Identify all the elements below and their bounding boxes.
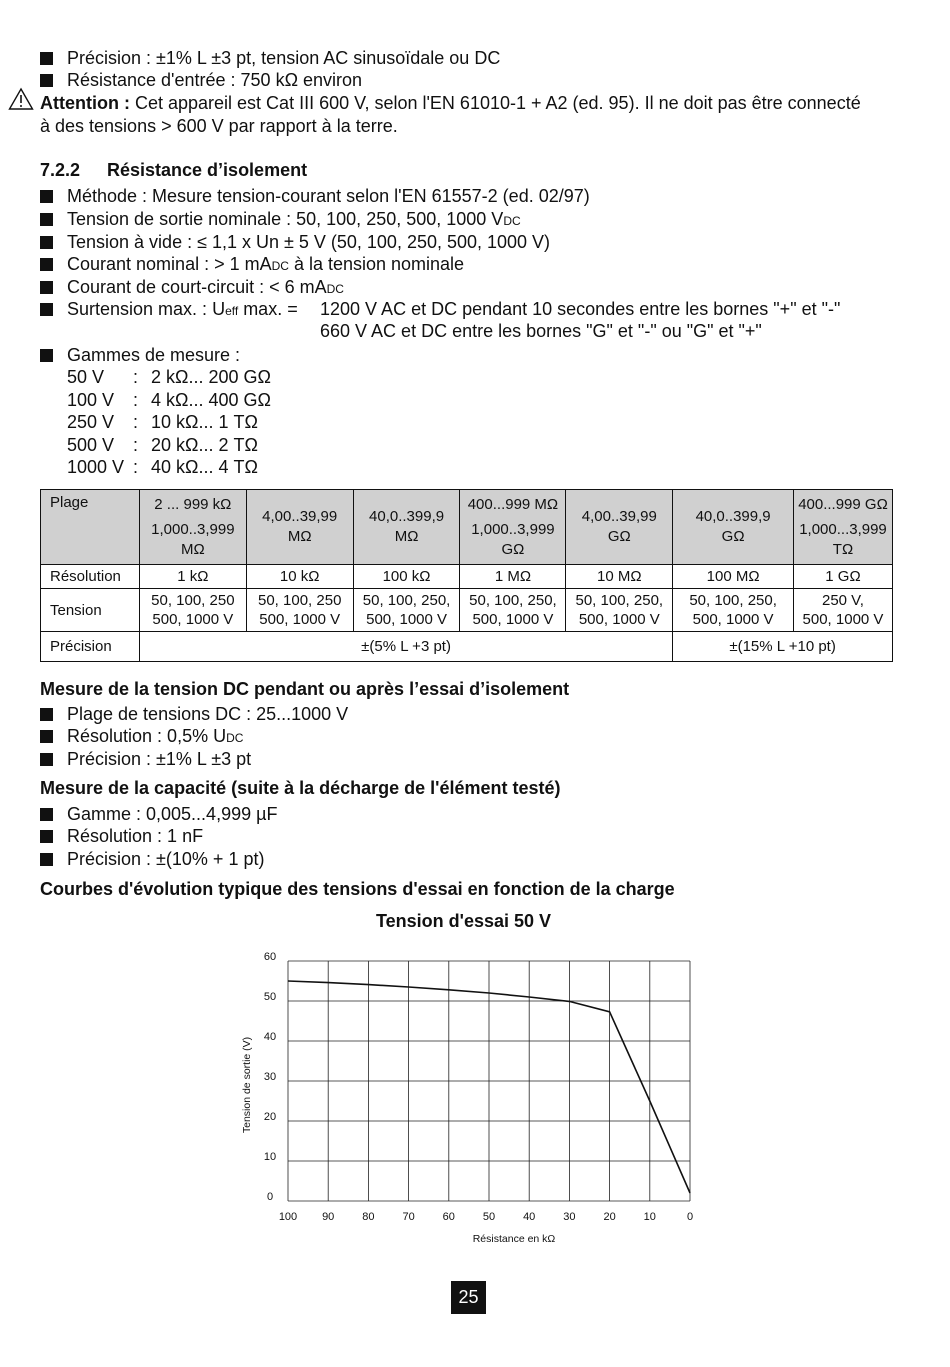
curves-title: Courbes d'évolution typique des tensions d'essai en fonction de la charge — [40, 879, 675, 899]
table-cell: 2 ... 999 kΩ 1,000..3,999 MΩ — [139, 490, 246, 565]
bullet-square — [40, 730, 53, 743]
y-axis-label: Tension de sortie (V) — [241, 1036, 253, 1134]
bullet-square — [40, 258, 53, 271]
chart-title: Tension d'essai 50 V — [376, 911, 552, 931]
x-tick-label: 80 — [362, 1211, 375, 1223]
x-tick-label: 20 — [603, 1211, 616, 1223]
table-cell: 40,0..399,9 GΩ — [673, 490, 794, 565]
bullet-nominal-current: Courant nominal : > 1 mADC à la tension nominale — [40, 253, 464, 277]
table-cell: 10 MΩ — [566, 565, 673, 589]
cap-section-title: Mesure de la capacité (suite à la décharge de l'élément testé) — [40, 778, 561, 798]
table-cell: 1 MΩ — [460, 565, 566, 589]
bullet-square — [40, 303, 53, 316]
bullet-dc-resolution: Résolution : 0,5% UDC — [40, 725, 243, 749]
bullet-cap-range: Gamme : 0,005...4,999 µF — [40, 803, 277, 825]
bullet-square — [40, 74, 53, 87]
bullet-cap-resolution: Résolution : 1 nF — [40, 825, 203, 847]
y-tick-label: 50 — [263, 991, 277, 1003]
bullet-open-voltage: Tension à vide : ≤ 1,1 x Un ± 5 V (50, 100, 250, 500, 1000 V) — [40, 231, 550, 253]
table-cell: 400...999 MΩ 1,000..3,999 GΩ — [460, 490, 566, 565]
y-tick-label: 0 — [266, 1191, 274, 1203]
row-label-precision: Précision — [41, 632, 140, 662]
row-label-tension: Tension — [41, 589, 140, 632]
bullet-output-voltage: Tension de sortie nominale : 50, 100, 250, 500, 1000 VDC — [40, 208, 521, 232]
bullet-short-circuit: Courant de court-circuit : < 6 mADC — [40, 276, 344, 300]
table-cell: 1 kΩ — [139, 565, 246, 589]
bullet-square — [40, 213, 53, 226]
bullet-dc-range: Plage de tensions DC : 25...1000 V — [40, 703, 348, 725]
table-cell: 1 GΩ — [793, 565, 892, 589]
warning-text-line2: à des tensions > 600 V par rapport à la terre. — [40, 116, 398, 136]
table-cell: 100 kΩ — [353, 565, 460, 589]
x-tick-label: 50 — [482, 1211, 496, 1223]
table-cell: ±(5% L +3 pt) — [139, 632, 672, 662]
table-cell: 50, 100, 250, 500, 1000 V — [566, 589, 673, 632]
x-tick-label: 60 — [442, 1211, 455, 1223]
table-cell: 50, 100, 250, 500, 1000 V — [460, 589, 566, 632]
x-tick-label: 0 — [686, 1211, 694, 1223]
bullet-methode: Méthode : Mesure tension-courant selon l'EN 61557-2 (ed. 02/97) — [40, 185, 590, 207]
bullet-square — [40, 52, 53, 65]
dc-section-title: Mesure de la tension DC pendant ou après l’essai d’isolement — [40, 679, 570, 699]
bullet-square — [40, 830, 53, 843]
table-cell: 250 V, 500, 1000 V — [793, 589, 892, 632]
bullet-square — [40, 753, 53, 766]
bullet-square — [40, 236, 53, 249]
bullet-dc-precision: Précision : ±1% L ±3 pt — [40, 748, 251, 770]
range-row: 250 V : 10 kΩ... 1 TΩ — [67, 412, 258, 432]
row-label-plage: Plage — [41, 490, 140, 565]
table-row-tension — [41, 589, 893, 632]
y-tick-label: 40 — [263, 1031, 277, 1043]
bullet-precision: Précision : ±1% L ±3 pt, tension AC sinusoïdale ou DC — [40, 47, 500, 69]
table-row-plage — [41, 490, 893, 565]
table-cell: 50, 100, 250, 500, 1000 V — [673, 589, 794, 632]
warning-text: Attention : Cet appareil est Cat III 600 V, selon l'EN 61010-1 + A2 (ed. 95). Il ne doit pas être connecté — [40, 93, 861, 113]
test-voltage-chart — [230, 940, 710, 1250]
table-cell: 50, 100, 250, 500, 1000 V — [353, 589, 460, 632]
row-label-resolution: Résolution — [41, 565, 140, 589]
x-tick-label: 30 — [563, 1211, 576, 1223]
range-row: 500 V : 20 kΩ... 2 TΩ — [67, 435, 258, 455]
overvoltage-line2: 660 V AC et DC entre les bornes "G" et "-" ou "G" et "+" — [320, 321, 762, 341]
bullet-input-resistance: Résistance d'entrée : 750 kΩ environ — [40, 69, 362, 91]
range-row: 50 V : 2 kΩ... 200 GΩ — [67, 367, 271, 387]
table-cell: 4,00..39,99 GΩ — [566, 490, 673, 565]
x-tick-label: 90 — [322, 1211, 335, 1223]
table-row-resolution — [41, 565, 893, 589]
y-tick-label: 60 — [263, 951, 277, 963]
warning-triangle-icon — [8, 87, 34, 111]
bullet-square — [40, 190, 53, 203]
x-tick-label: 10 — [643, 1211, 656, 1223]
overvoltage-line1: 1200 V AC et DC pendant 10 secondes entre les bornes "+" et "-" — [320, 299, 841, 319]
bullet-square — [40, 808, 53, 821]
table-cell: 100 MΩ — [673, 565, 794, 589]
x-axis-label: Résistance en kΩ — [472, 1233, 556, 1245]
bullet-square — [40, 349, 53, 362]
table-cell: 10 kΩ — [246, 565, 353, 589]
bullet-overvoltage: Surtension max. : Ueff max. = — [40, 298, 298, 322]
table-cell: 400...999 GΩ 1,000...3,999 TΩ — [793, 490, 892, 565]
range-row: 1000 V : 40 kΩ... 4 TΩ — [67, 457, 258, 477]
bullet-square — [40, 708, 53, 721]
table-cell: 4,00..39,99 MΩ — [246, 490, 353, 565]
table-cell: ±(15% L +10 pt) — [673, 632, 893, 662]
bullet-square — [40, 853, 53, 866]
table-cell: 40,0..399,9 MΩ — [353, 490, 460, 565]
table-cell: 50, 100, 250 500, 1000 V — [139, 589, 246, 632]
range-row: 100 V : 4 kΩ... 400 GΩ — [67, 390, 271, 410]
bullet-square — [40, 281, 53, 294]
x-tick-label: 100 — [278, 1211, 298, 1223]
x-tick-label: 70 — [402, 1211, 415, 1223]
y-tick-label: 10 — [263, 1151, 277, 1163]
page-number: 25 — [451, 1281, 486, 1314]
insulation-spec-table — [40, 489, 893, 662]
bullet-ranges: Gammes de mesure : — [40, 344, 240, 366]
bullet-cap-precision: Précision : ±(10% + 1 pt) — [40, 848, 264, 870]
y-tick-label: 30 — [263, 1071, 277, 1083]
y-tick-label: 20 — [263, 1111, 277, 1123]
section-heading: 7.2.2 Résistance d’isolement — [40, 160, 308, 180]
table-row-precision — [41, 632, 893, 662]
table-cell: 50, 100, 250 500, 1000 V — [246, 589, 353, 632]
x-tick-label: 40 — [523, 1211, 536, 1223]
